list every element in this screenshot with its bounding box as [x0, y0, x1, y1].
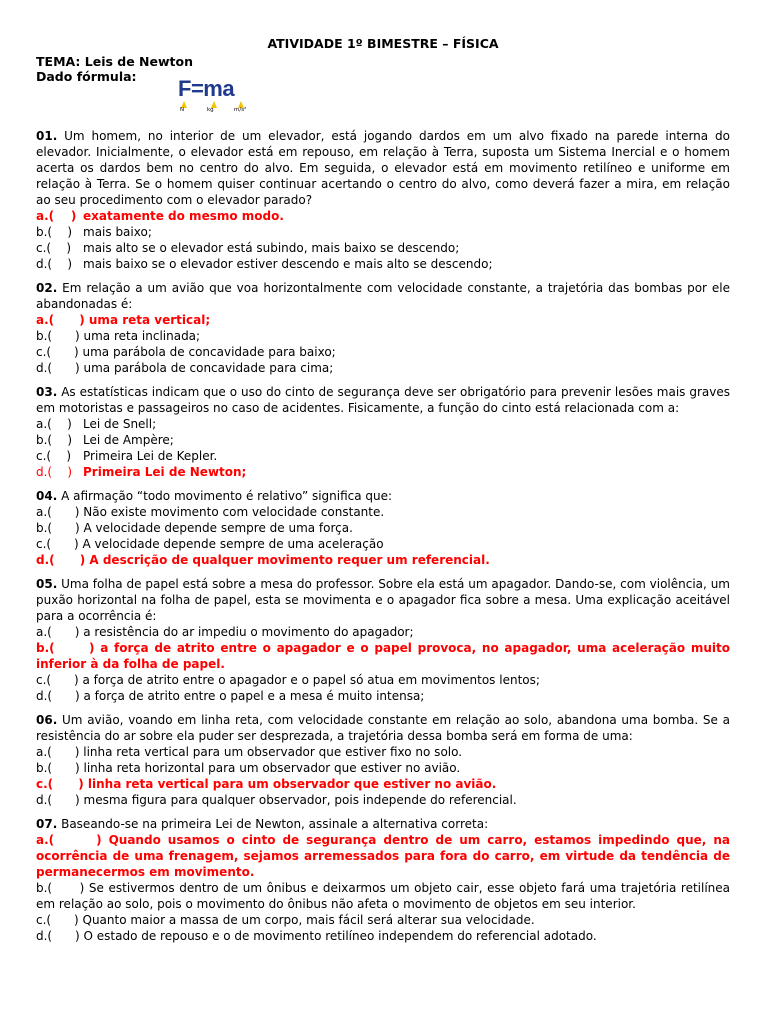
option-a: [36, 416, 730, 432]
option-label: b.( ): [36, 761, 80, 775]
option-text: mais alto se o elevador está subindo, mais baixo se descendo;: [83, 241, 460, 255]
option-text: A descrição de qualquer movimento requer um referencial.: [89, 553, 490, 567]
option-text: uma parábola de concavidade para baixo;: [82, 345, 336, 359]
question-stem: [36, 488, 730, 504]
option-c: [36, 672, 730, 688]
question-number: 07.: [36, 817, 58, 831]
question-stem: [36, 576, 730, 624]
option-c: [36, 240, 730, 256]
option-d: [36, 360, 730, 376]
option-label: a.( ): [36, 833, 102, 847]
option-text: mais baixo se o elevador estiver descendo e mais alto se descendo;: [83, 257, 493, 271]
question-stem: [36, 816, 730, 832]
question-number: 02.: [36, 281, 58, 295]
option-label: c.( ): [36, 673, 79, 687]
option-text: Quanto maior a massa de um corpo, mais fácil será alterar sua velocidade.: [82, 913, 535, 927]
option-d: [36, 792, 730, 808]
option-c: [36, 536, 730, 552]
unit-kg: kg: [207, 107, 214, 113]
option-text: a força de atrito entre o apagador e o papel provoca, no apagador, uma aceleração muito inferior à da folha de papel.: [36, 641, 730, 671]
question-06: [36, 712, 730, 808]
question-05: [36, 576, 730, 704]
option-label: b.( ): [36, 641, 95, 655]
option-label: c.( ): [36, 345, 79, 359]
option-c: [36, 912, 730, 928]
option-text: Lei de Ampère;: [83, 433, 174, 447]
option-label: c.( ): [36, 241, 72, 255]
question-07: [36, 816, 730, 944]
option-b: [36, 328, 730, 344]
question-03: [36, 384, 730, 480]
question-number: 05.: [36, 577, 58, 591]
option-label: b.( ): [36, 329, 80, 343]
option-d: [36, 552, 730, 568]
option-d: [36, 688, 730, 704]
question-02: [36, 280, 730, 376]
option-label: d.( ): [36, 929, 80, 943]
option-label: b.( ): [36, 225, 73, 239]
option-d: [36, 256, 730, 272]
option-label: c.( ): [36, 537, 79, 551]
question-01: [36, 128, 730, 272]
option-label: d.( ): [36, 689, 80, 703]
option-c: [36, 776, 730, 792]
option-label: c.( ): [36, 449, 72, 463]
question-04: [36, 488, 730, 568]
option-text: A velocidade depende sempre de uma força.: [83, 521, 353, 535]
tema-heading: TEMA: Leis de Newton: [36, 54, 194, 69]
document-title: ATIVIDADE 1º BIMESTRE – FÍSICA: [267, 36, 499, 51]
document-page: [36, 36, 730, 952]
option-a: [36, 504, 730, 520]
option-text: uma parábola de concavidade para cima;: [83, 361, 334, 375]
option-text: linha reta horizontal para um observador que estiver no avião.: [83, 761, 461, 775]
question-number: 06.: [36, 713, 58, 727]
question-stem: [36, 384, 730, 416]
question-number: 01.: [36, 129, 58, 143]
option-b: [36, 432, 730, 448]
option-b: [36, 880, 730, 912]
option-text: A velocidade depende sempre de uma aceleração: [82, 537, 384, 551]
option-label: a.( ): [36, 745, 80, 759]
option-label: b.( ): [36, 521, 80, 535]
question-number: 03.: [36, 385, 58, 399]
option-text: a resistência do ar impediu o movimento do apagador;: [83, 625, 414, 639]
option-a: [36, 624, 730, 640]
question-text: Baseando-se na primeira Lei de Newton, assinale a alternativa correta:: [61, 817, 489, 831]
question-text: Em relação a um avião que voa horizontalmente com velocidade constante, a trajetória das bombas por ele abandonadas é:: [36, 281, 730, 311]
option-label: d.( ): [36, 465, 73, 479]
option-label: d.( ): [36, 553, 86, 567]
option-a: [36, 744, 730, 760]
formula-expression: F=ma: [178, 76, 235, 101]
question-text: Um avião, voando em linha reta, com velocidade constante em relação ao solo, abandona uma bomba. Se a resistência do ar sobre ela puder ser desprezada, a trajetória dessa bomba será em forma de uma:: [36, 713, 730, 743]
option-c: [36, 344, 730, 360]
option-text: mesma figura para qualquer observador, pois independe do referencial.: [83, 793, 517, 807]
option-b: [36, 224, 730, 240]
option-b: [36, 760, 730, 776]
option-text: Quando usamos o cinto de segurança dentro de um carro, estamos impedindo que, na ocorrência de uma frenagem, sejamos arremessados para fora do carro, em virtude da tendência de permanecermos em movimento.: [36, 833, 730, 879]
option-label: a.( ): [36, 313, 85, 327]
option-text: mais baixo;: [83, 225, 152, 239]
option-b: [36, 640, 730, 672]
option-label: c.( ): [36, 913, 79, 927]
option-text: Não existe movimento com velocidade constante.: [83, 505, 385, 519]
option-text: Lei de Snell;: [83, 417, 157, 431]
option-text: linha reta vertical para um observador que estiver no avião.: [87, 777, 497, 791]
dado-formula-heading: Dado fórmula:: [36, 69, 137, 84]
option-label: d.( ): [36, 793, 80, 807]
question-stem: [36, 280, 730, 312]
option-label: a.( ): [36, 505, 80, 519]
option-label: a.( ): [36, 417, 72, 431]
option-text: exatamente do mesmo modo.: [83, 209, 284, 223]
unit-newton: N: [180, 107, 185, 113]
option-text: O estado de repouso e o de movimento retilíneo independem do referencial adotado.: [83, 929, 597, 943]
option-text: Se estivermos dentro de um ônibus e deixarmos um objeto cair, esse objeto fará uma trajetória retilínea em relação ao solo, pois o movimento do ônibus não afeta o movimento de objetos em seu interior.: [36, 881, 731, 911]
option-a: [36, 832, 730, 880]
option-text: linha reta vertical para um observador que estiver fixo no solo.: [83, 745, 463, 759]
option-text: uma reta vertical;: [88, 313, 211, 327]
question-text: A afirmação “todo movimento é relativo” significa que:: [61, 489, 393, 503]
question-text: As estatísticas indicam que o uso do cinto de segurança deve ser obrigatório para prevenir lesões mais graves em motoristas e passageiros no caso de acidentes. Fisicamente, a função do cinto está relacionada com a:: [36, 385, 730, 415]
question-stem: [36, 712, 730, 744]
option-c: [36, 448, 730, 464]
option-label: a.( ): [36, 209, 77, 223]
option-label: b.( ): [36, 433, 73, 447]
option-a: [36, 312, 730, 328]
option-text: a força de atrito entre o papel e a mesa é muito intensa;: [83, 689, 425, 703]
option-text: uma reta inclinada;: [83, 329, 201, 343]
question-number: 04.: [36, 489, 58, 503]
option-d: [36, 928, 730, 944]
question-text: Um homem, no interior de um elevador, está jogando dardos em um alvo fixado na parede interna do elevador. Inicialmente, o elevador está em repouso, em relação à Terra, suposta um Sistema Inercial e o homem acerta os dardos bem no centro do alvo. Em seguida, o elevador está em movimento retilíneo e uniforme em relação à Terra. Se o homem quiser continuar acertando o centro do alvo, como deverá fazer a mira, em relação ao seu procedimento com o elevador parado?: [36, 129, 730, 207]
unit-ms2: m/s²: [234, 107, 247, 113]
option-label: d.( ): [36, 361, 80, 375]
option-text: Primeira Lei de Kepler.: [83, 449, 218, 463]
option-text: a força de atrito entre o apagador e o papel só atua em movimentos lentos;: [82, 673, 540, 687]
question-text: Uma folha de papel está sobre a mesa do professor. Sobre ela está um apagador. Dando-se, com violência, um puxão horizontal na folha de papel, esta se movimenta e o apagador fica sobre a mesa. Uma explicação aceitável para a ocorrência é:: [36, 577, 730, 623]
option-b: [36, 520, 730, 536]
option-label: b.( ): [36, 881, 85, 895]
option-label: a.( ): [36, 625, 80, 639]
option-text: Primeira Lei de Newton;: [83, 465, 247, 479]
question-stem: [36, 128, 730, 208]
option-label: d.( ): [36, 257, 73, 271]
formula-image: [170, 76, 260, 118]
option-label: c.( ): [36, 777, 84, 791]
option-a: [36, 208, 730, 224]
option-d: [36, 464, 730, 480]
